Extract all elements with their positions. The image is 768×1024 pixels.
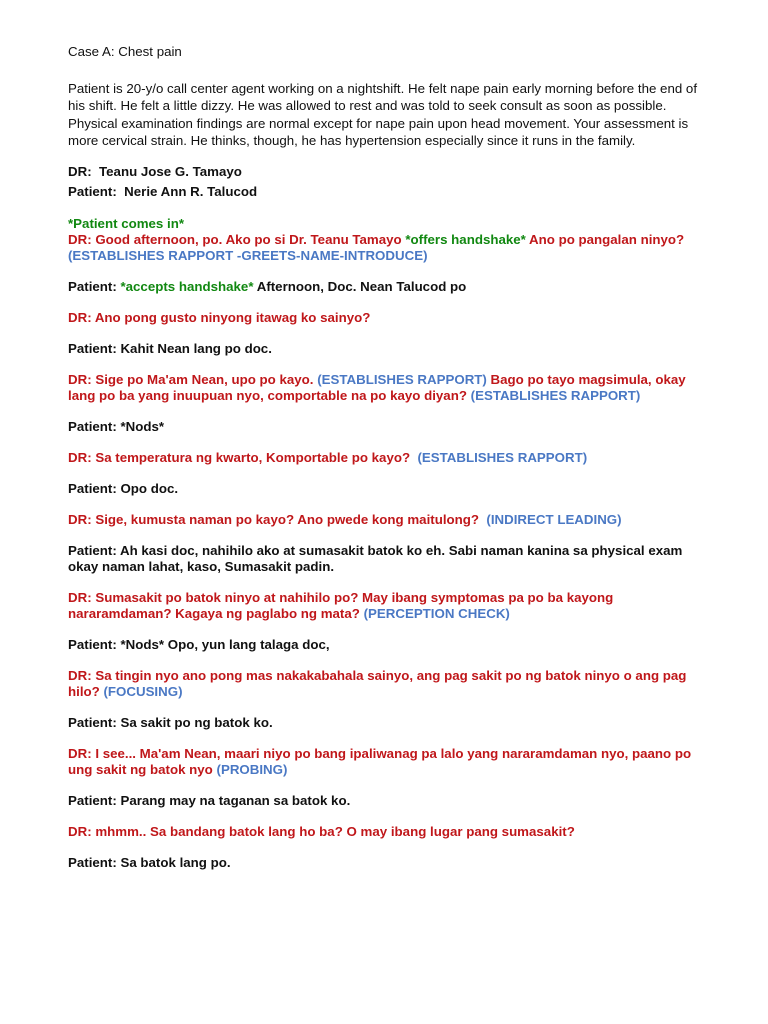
doctor-speech: DR: Good afternoon, po. Ako po si Dr. Teanu Tamayo [68,232,406,248]
doctor-speech: DR: Ano pong gusto ninyong itawag ko sainyo? [68,310,371,326]
patient-line [68,419,708,435]
technique-tag: (ESTABLISHES RAPPORT -GREETS-NAME-INTRODUCE) [68,248,428,264]
doctor-speech: Ano po pangalan ninyo? [525,232,685,248]
patient-speech: Afternoon, Doc. Nean Talucod po [253,279,467,295]
technique-tag: (FOCUSING) [103,684,183,700]
patient-name-line [68,182,708,202]
doctor-line [68,512,708,528]
patient-label: Patient: [68,279,117,295]
doctor-speech: DR: Sige po Ma'am Nean, upo po kayo. [68,372,318,388]
technique-tag: (ESTABLISHES RAPPORT) [470,388,641,404]
doctor-speech: DR: mhmm.. Sa bandang batok lang ho ba? O may ibang lugar pang sumasakit? [68,824,575,840]
patient-speech: Patient: Sa sakit po ng batok ko. [68,715,273,731]
patient-line [68,715,708,731]
doctor-speech: DR: I see... Ma'am Nean, maari niyo po bang ipaliwanag pa lalo yang nararamdaman nyo, paano po ung sakit ng batok nyo [68,746,692,778]
patient-speech: Patient: Opo doc. [68,481,179,497]
patient-line [68,543,708,575]
doctor-name-line [68,162,708,182]
patient-speech: Patient: *Nods* Opo, yun lang talaga doc, [68,637,330,653]
technique-tag: (INDIRECT LEADING) [486,512,622,528]
participants-block [68,162,708,201]
doctor-speech: DR: Sa temperatura ng kwarto, Komportable po kayo? [68,450,411,466]
action-text: *accepts handshake* [120,279,254,295]
case-description: Patient is 20-y/o call center agent working on a nightshift. He felt nape pain early morning before the end of his shift. He felt a little dizzy. He was allowed to rest and was told to seek consult as soon as possible. Physical examination findings are normal except for nape pain upon head movement. Your assessment is more cervical strain. He thinks, though, he has hypertension especially since it runs in the family. [68,81,698,148]
action-text: *offers handshake* [405,232,526,248]
doctor-speech: DR: Sumasakit po batok ninyo at nahihilo po? May ibang symptomas pa po ba kayong nararamdaman? Kagaya ng paglabo ng mata? [68,590,614,622]
patient-speech: Patient: Sa batok lang po. [68,855,231,871]
doctor-line [68,668,708,700]
doctor-speech: Bago po tayo magsimula, okay lang po ba yang inuupuan nyo, comportable na po kayo diyan? [68,372,686,404]
doctor-name: Teanu Jose G. Tamayo [99,164,242,180]
technique-tag: (PERCEPTION CHECK) [363,606,510,622]
doctor-line [68,590,708,622]
doctor-line [68,232,708,264]
patient-line [68,279,708,295]
patient-speech: Patient: Ah kasi doc, nahihilo ako at sumasakit batok ko eh. Sabi naman kanina sa physical exam okay naman lahat, kaso, Sumasakit padin. [68,543,683,575]
action-text: *Patient comes in* [68,216,185,232]
patient-speech: Patient: Kahit Nean lang po doc. [68,341,272,357]
patient-speech: Patient: Parang may na taganan sa batok ko. [68,793,351,809]
doctor-line [68,372,708,404]
technique-tag: (ESTABLISHES RAPPORT) [317,372,487,388]
doctor-label: DR: [68,164,92,180]
doctor-speech: DR: Sige, kumusta naman po kayo? Ano pwede kong maitulong? [68,512,480,528]
patient-line [68,855,708,871]
technique-tag: (PROBING) [216,762,288,778]
doctor-line [68,746,708,778]
case-title: Case A: Chest pain [68,44,182,59]
patient-label: Patient: [68,183,117,199]
doctor-speech: DR: Sa tingin nyo ano pong mas nakakabahala sainyo, ang pag sakit po ng batok ninyo o ang pag hilo? [68,668,687,700]
patient-line [68,793,708,809]
stage-direction [68,216,708,232]
doctor-line [68,310,708,326]
doctor-line [68,450,708,466]
patient-name: Nerie Ann R. Talucod [124,183,258,199]
patient-line [68,481,708,497]
doctor-line [68,824,708,840]
technique-tag: (ESTABLISHES RAPPORT) [417,450,588,466]
patient-line [68,637,708,653]
patient-speech: Patient: *Nods* [68,419,165,435]
patient-line [68,341,708,357]
